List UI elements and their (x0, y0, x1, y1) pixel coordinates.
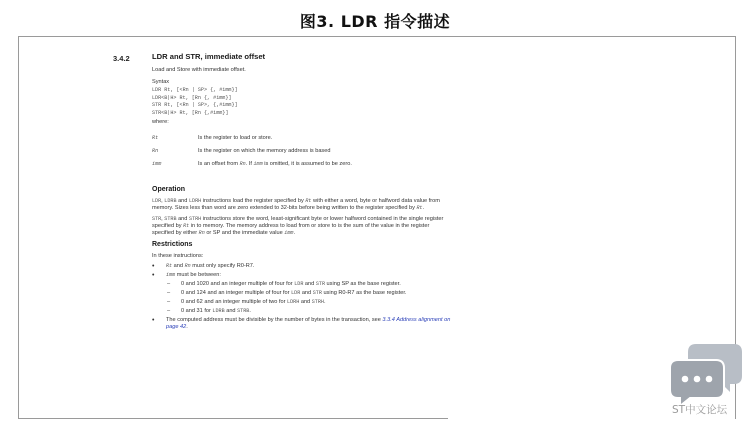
operation-paragraph-2: STR, STRB and STRH instructions store the word, least-significant byte or lower halfword contained in the single register specified by Rt in to memory. The memory address to load from or store to is the sum of the value in the register specified by either Rn or SP and the immediate value imm. (152, 216, 444, 236)
document-content (152, 52, 452, 333)
section-title: LDR and STR, immediate offset (152, 52, 266, 61)
definition-term: Rt (152, 135, 159, 141)
list-item: • Rt and Rn must only specify R0-R7. (152, 263, 452, 270)
restrictions-intro: In these instructions: (152, 253, 204, 259)
definition-term: imm (152, 161, 162, 167)
definition-desc: Is the register on which the memory address is based (198, 148, 331, 154)
page-bottom-border (18, 418, 448, 419)
list-item: • The computed address must be divisible by the number of bytes in the transaction, see 3.3.4 Address alignment on page 42. (152, 317, 452, 331)
list-item: – 0 and 62 and an integer multiple of two for LDRH and STRH. (166, 299, 452, 306)
list-item: – 0 and 1020 and an integer multiple of four for LDR and STR using SP as the base register. (166, 281, 452, 288)
restrictions-list (152, 263, 452, 331)
figure-title: 图3. LDR 指令描述 (299, 12, 451, 31)
syntax-block (152, 87, 452, 117)
definition-row (152, 161, 452, 174)
watermark-text: ST中文论坛 (672, 404, 728, 416)
list-item: – 0 and 124 and an integer multiple of four for LDR and STR using R0-R7 as the base register. (166, 290, 452, 297)
definition-term: Rn (152, 148, 159, 154)
section-number: 3.4.2 (113, 54, 130, 63)
operation-heading: Operation (152, 186, 186, 193)
imm-range-list (166, 281, 452, 315)
operation-paragraph-1: LDR, LDRB and LDRH instructions load the register specified by Rt with either a word, byte or halfword data value from memory. Sizes less than word are zero extended to 32-bits before being written to the register specified by Rt. (152, 198, 440, 211)
syntax-line: LDR<B|H> Rt, [Rn {, #imm}] (152, 94, 232, 101)
list-item: • imm must be between: – 0 and 1020 and an integer multiple of four for LDR and STR using SP as the base register. – 0 and 124 and an integer multiple of four for LDR and STR using R0-R7 as the base register. – 0 and 62 and an integer multiple of two for LDRH and STRH. – 0 and 31 for LDRB and STRB. (152, 272, 452, 315)
definition-desc: Is an offset from Rn. If imm is omitted, it is assumed to be zero. (198, 161, 352, 167)
address-alignment-link[interactable]: 3.3.4 Address alignment on page 42 (166, 317, 451, 330)
syntax-line: STR Rt, [<Rn | SP>, {,#imm}] (152, 102, 238, 108)
syntax-line: LDR Rt, [<Rn | SP> {, #imm}] (152, 87, 238, 93)
section-intro: Load and Store with immediate offset. (152, 67, 246, 73)
definition-desc: Is the register to load or store. (198, 135, 273, 141)
where-label: where: (152, 119, 169, 125)
definition-row (152, 135, 452, 148)
list-item: – 0 and 31 for LDRB and STRB. (166, 308, 452, 315)
syntax-line: STR<B|H> Rt, [Rn {,#imm}] (152, 109, 229, 116)
restrictions-heading: Restrictions (152, 241, 193, 248)
definitions-list (152, 135, 452, 174)
syntax-heading: Syntax (152, 79, 170, 85)
definition-row (152, 148, 452, 161)
